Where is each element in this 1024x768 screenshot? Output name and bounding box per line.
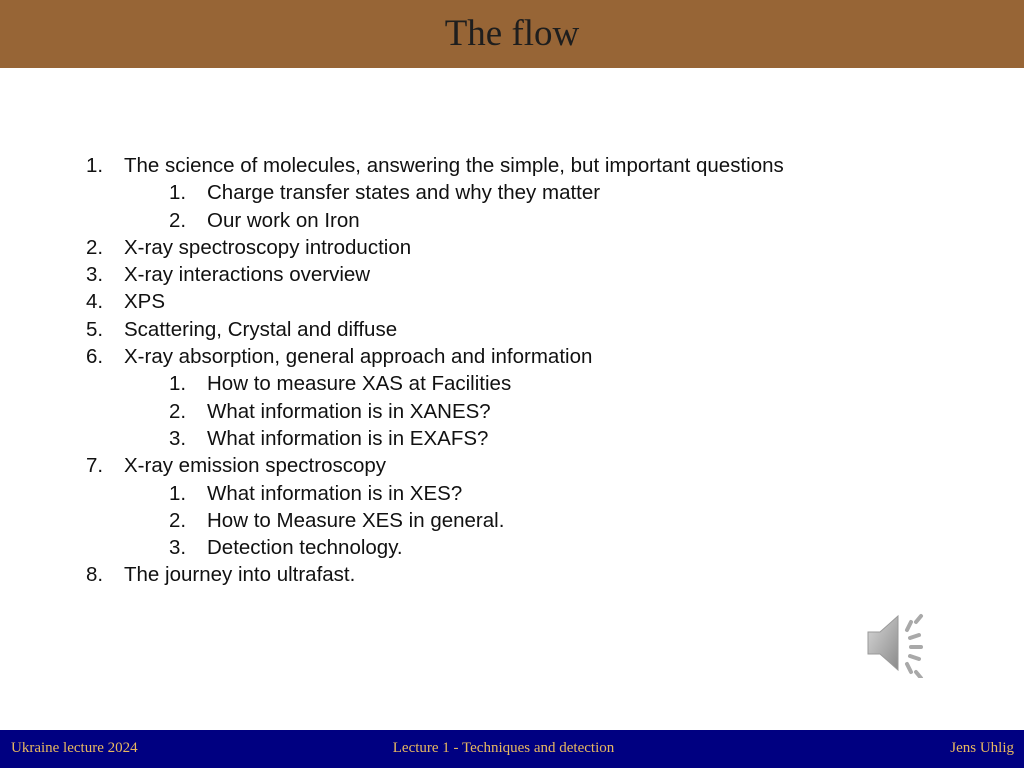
list-item-text: What information is in XES? bbox=[207, 481, 463, 505]
list-item-text: X-ray absorption, general approach and information bbox=[124, 345, 593, 369]
list-item-text: XPS bbox=[124, 290, 166, 314]
list-item-number: 6. bbox=[86, 345, 104, 369]
list-item-number: 1. bbox=[86, 154, 104, 177]
list-item-number: 3. bbox=[169, 536, 187, 560]
list-item-number: 1. bbox=[169, 372, 187, 396]
list-item-number: 8. bbox=[86, 563, 104, 587]
footer-center-text: Lecture 1 - Techniques and detection bbox=[392, 740, 615, 756]
list-item-number: 4. bbox=[86, 290, 104, 314]
list-item-number: 1. bbox=[169, 481, 187, 505]
list-item bbox=[86, 316, 784, 343]
outline-list bbox=[86, 152, 784, 589]
list-item bbox=[86, 398, 784, 425]
list-item-text: What information is in XANES? bbox=[207, 399, 491, 423]
list-item bbox=[86, 507, 784, 534]
list-item bbox=[86, 534, 784, 561]
list-item-text: The journey into ultrafast. bbox=[124, 563, 356, 587]
list-item bbox=[86, 234, 784, 261]
list-item bbox=[86, 480, 784, 507]
list-item-text: Scattering, Crystal and diffuse bbox=[124, 317, 398, 341]
list-item bbox=[86, 343, 784, 370]
list-item-text: X-ray spectroscopy introduction bbox=[124, 235, 412, 259]
list-item-number: 2. bbox=[169, 399, 187, 423]
list-item-text: Detection technology. bbox=[207, 536, 403, 560]
list-item bbox=[86, 261, 784, 288]
list-item-number: 3. bbox=[86, 263, 104, 287]
speaker-icon[interactable] bbox=[864, 608, 934, 678]
list-item-number: 7. bbox=[86, 454, 104, 478]
list-item-text: X-ray emission spectroscopy bbox=[124, 454, 387, 478]
list-item-number: 1. bbox=[169, 181, 187, 205]
list-item bbox=[86, 152, 784, 179]
list-item-text: What information is in EXAFS? bbox=[207, 426, 489, 450]
list-item bbox=[86, 425, 784, 452]
slide-title: The flow bbox=[444, 12, 580, 54]
footer-right-text: Jens Uhlig bbox=[950, 740, 1014, 756]
list-item-text: The science of molecules, answering the simple, but important questions bbox=[124, 154, 784, 177]
title-bar bbox=[0, 0, 1024, 68]
list-item-text: How to measure XAS at Facilities bbox=[207, 372, 512, 396]
list-item-number: 3. bbox=[169, 426, 187, 450]
list-item bbox=[86, 370, 784, 397]
list-item-text: X-ray interactions overview bbox=[124, 263, 371, 287]
list-item-number: 2. bbox=[86, 235, 104, 259]
list-item-text: Our work on Iron bbox=[207, 208, 360, 232]
list-item bbox=[86, 561, 784, 588]
list-item-number: 2. bbox=[169, 208, 187, 232]
footer-left-text: Ukraine lecture 2024 bbox=[11, 740, 138, 756]
footer-bar bbox=[0, 730, 1024, 768]
list-item-number: 2. bbox=[169, 508, 187, 532]
list-item-number: 5. bbox=[86, 317, 104, 341]
list-item bbox=[86, 288, 784, 315]
list-item-text: How to Measure XES in general. bbox=[207, 508, 505, 532]
list-item bbox=[86, 179, 784, 206]
list-item bbox=[86, 207, 784, 234]
list-item bbox=[86, 452, 784, 479]
list-item-text: Charge transfer states and why they matter bbox=[207, 181, 601, 205]
speaker-icon-graphic bbox=[864, 608, 934, 678]
